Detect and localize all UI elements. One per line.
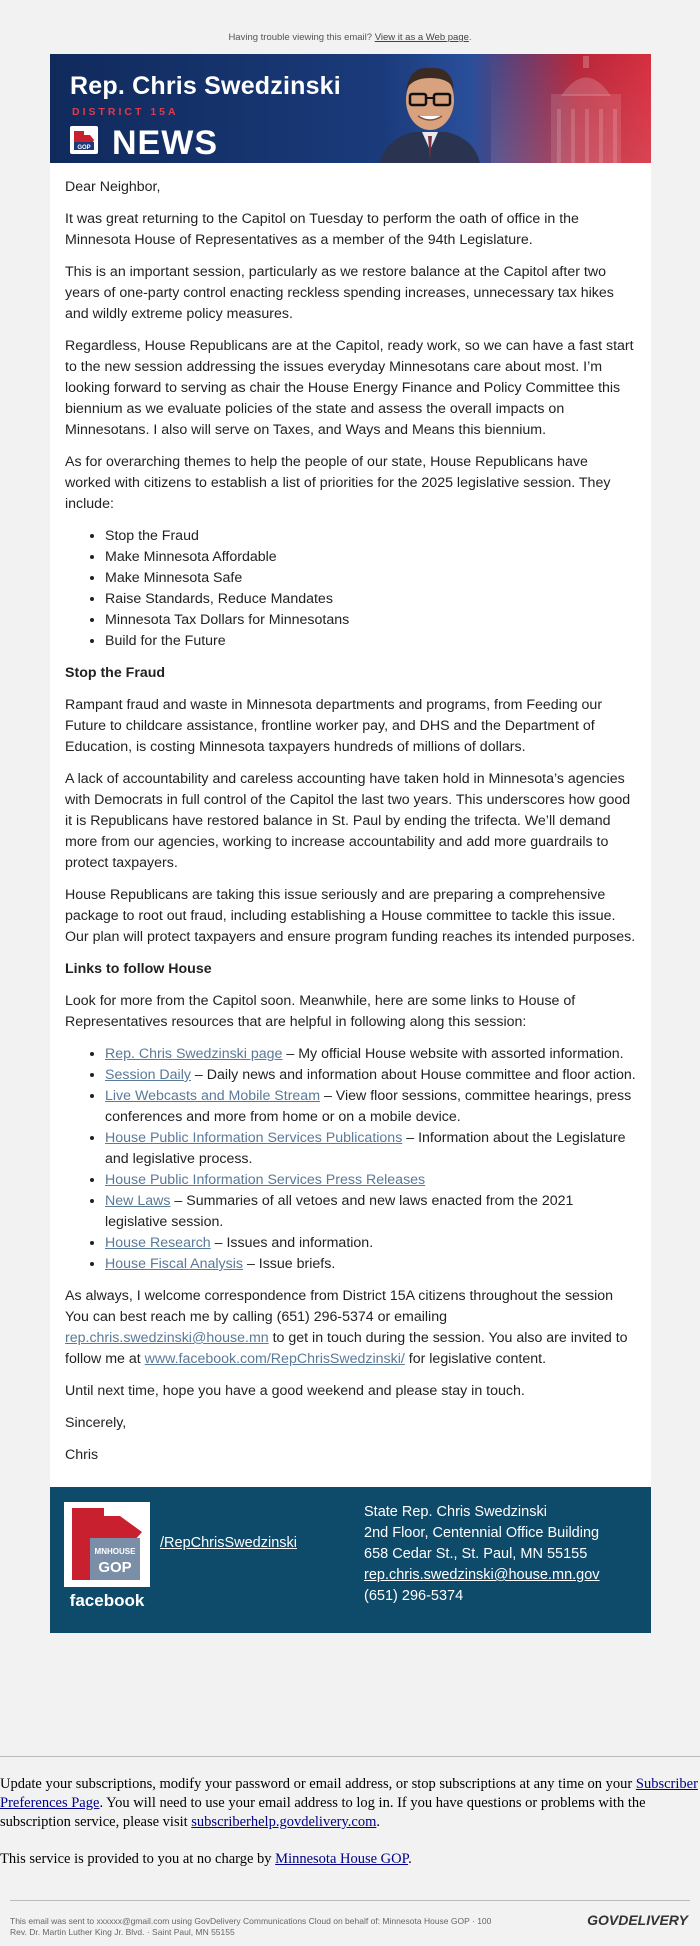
list-item (105, 1065, 636, 1086)
subscription-notice (0, 1756, 700, 1887)
link-description: – View floor sessions, committee hearings, press conferences and more from home or on a mobile device. (105, 1088, 632, 1125)
newsletter-content (50, 163, 651, 1483)
contact-phone: (651) 296-5374 (364, 1588, 464, 1604)
paragraph-closing: Until next time, hope you have a good weekend and please stay in touch. (65, 1383, 525, 1399)
contact-office: 2nd Floor, Centennial Office Building (364, 1525, 600, 1541)
paragraph-fraud-waste: Rampant fraud and waste in Minnesota departments and programs, from Feeding our Future to childcare assistance, frontline worker pay, and DHS and the Department of Education, is costing Minnesota taxpayers hundreds of millions of dollars. (65, 697, 603, 755)
contact-footer (50, 1487, 651, 1633)
paragraph-priorities-intro: As for overarching themes to help the people of our state, House Republicans have worked with citizens to establish a list of priorities for the 2025 legislative session. They include: (65, 454, 611, 512)
contact-info (364, 1502, 600, 1607)
link-description: – Issues and information. (210, 1235, 374, 1251)
link-description: – Information about the Legislature and legislative process. (105, 1130, 626, 1167)
paragraph-links-intro: Look for more from the Capitol soon. Meanwhile, here are some links to House of Representatives resources that are helpful in following along this session: (65, 993, 576, 1030)
link-session-daily[interactable]: Session Daily (105, 1067, 191, 1083)
banner-news-word: NEWS (112, 124, 218, 162)
svg-text:MNHOUSE: MNHOUSE (94, 1547, 136, 1556)
link-description: – Summaries of all vetoes and new laws enacted from the 2021 legislative session. (105, 1193, 574, 1230)
govdelivery-footer (10, 1900, 690, 1938)
link-rep-page[interactable]: Rep. Chris Swedzinski page (105, 1046, 283, 1062)
link-pis-press-releases[interactable]: House Public Information Services Press Releases (105, 1172, 426, 1188)
subscription-text: Update your subscriptions, modify your password or email address, or stop subscriptions at any time on your (0, 1776, 636, 1792)
svg-text:GOP: GOP (98, 1559, 132, 1576)
paragraph-committee: Regardless, House Republicans are at the Capitol, ready work, so we can have a fast start to the new session addressing the issues everyday Minnesotans care about most. I’m looking forward to serving as chair the House Energy Finance and Policy Committee this biennium as we evaluate policies of the state and assess the overall impacts on Minnesotans. I also will serve on Taxes, and Ways and Means this biennium. (65, 338, 634, 438)
subscription-text: . (376, 1814, 380, 1830)
list-item: • Make Minnesota Safe (105, 568, 636, 589)
paragraph-fraud-package: House Republicans are taking this issue seriously and are preparing a comprehensive package to root out fraud, including establishing a House committee to tackle this issue. Our plan will protect taxpayers and ensure program funding reaches its intended purposes. (65, 887, 636, 945)
capitol-dome-image (491, 54, 651, 163)
paragraph-session: This is an important session, particularly as we restore balance at the Capitol after two years of one-party control enacting reckless spending increases, unnecessary tax hikes and wildly extreme policy measures. (65, 264, 614, 322)
list-item: • Minnesota Tax Dollars for Minnesotans (105, 610, 636, 631)
correspondence-text: to get in touch during the session. You also are invited to follow me at (65, 1330, 628, 1367)
banner-title: Rep. Chris Swedzinski (70, 72, 341, 100)
contact-name: State Rep. Chris Swedzinski (364, 1504, 547, 1520)
resource-links-list (65, 1044, 636, 1275)
subscriber-preferences-link[interactable]: Subscriber Preferences Page (0, 1776, 698, 1811)
list-item (105, 1086, 636, 1128)
link-pis-publications[interactable]: House Public Information Services Publications (105, 1130, 403, 1146)
priorities-list (65, 526, 636, 652)
heading-stop-the-fraud: Stop the Fraud (65, 665, 166, 681)
address-line: Rev. Dr. Martin Luther King Jr. Blvd. · Saint Paul, MN 55155 (10, 1927, 235, 1937)
link-description: – My official House website with assorted information. (282, 1046, 624, 1062)
list-item: • Build for the Future (105, 631, 636, 652)
sent-to-line: This email was sent to xxxxxx@gmail.com using GovDelivery Communications Cloud on behalf of: Minnesota House GOP · 100 (10, 1916, 492, 1926)
list-item (105, 1128, 636, 1170)
link-live-webcasts[interactable]: Live Webcasts and Mobile Stream (105, 1088, 321, 1104)
subscriber-help-link[interactable]: subscriberhelp.govdelivery.com (191, 1814, 377, 1830)
paragraph-correspondence (65, 1286, 636, 1370)
paragraph-oath: It was great returning to the Capitol on Tuesday to perform the oath of office in the Minnesota House of Representatives as a member of the 94th Legislature. (65, 211, 579, 248)
list-item (105, 1233, 636, 1254)
govdelivery-logo[interactable]: GOVDELIVERY (587, 1912, 688, 1928)
email-body (50, 54, 651, 1633)
facebook-block[interactable] (64, 1502, 150, 1620)
subscription-paragraph (0, 1775, 700, 1832)
subscription-text: . You will need to use your email address to log in. If you have questions or problems with the subscription service, please visit (0, 1795, 646, 1830)
list-item (105, 1254, 636, 1275)
link-house-research[interactable]: House Research (105, 1235, 211, 1251)
list-item (105, 1044, 636, 1065)
list-item (105, 1191, 636, 1233)
view-as-webpage-link[interactable]: View it as a Web page (374, 32, 469, 43)
signoff: Sincerely, (65, 1415, 127, 1431)
service-provider-paragraph (0, 1850, 700, 1869)
banner-district: DISTRICT 15A (72, 106, 179, 118)
correspondence-text: for legislative content. (404, 1351, 547, 1367)
minnesota-house-gop-link[interactable]: Minnesota House GOP (275, 1851, 409, 1867)
svg-text:GOP: GOP (77, 145, 91, 151)
email-link[interactable]: rep.chris.swedzinski@house.mn (65, 1330, 269, 1346)
contact-address: 658 Cedar St., St. Paul, MN 55155 (364, 1546, 588, 1562)
signature: Chris (65, 1447, 99, 1463)
greeting: Dear Neighbor, (65, 179, 161, 195)
provider-text: . (408, 1851, 412, 1867)
provider-text: This service is provided to you at no charge by (0, 1851, 276, 1867)
link-description: – Daily news and information about House committee and floor action. (190, 1067, 636, 1083)
trouble-viewing-suffix: . (468, 32, 472, 43)
paragraph-accountability: A lack of accountability and careless accounting have taken hold in Minnesota’s agencies with Democrats in full control of the Capitol the last two years. This underscores how good it is Republicans have restored balance in St. Paul by ending the trifecta. We’ll demand more from our agencies, working to increase accountability and add more guardrails to protect taxpayers. (65, 771, 631, 871)
link-fiscal-analysis[interactable]: House Fiscal Analysis (105, 1256, 243, 1272)
list-item: • Raise Standards, Reduce Mandates (105, 589, 636, 610)
trouble-viewing-text: Having trouble viewing this email? (228, 32, 375, 43)
minnesota-map-icon (64, 1502, 150, 1587)
facebook-link[interactable]: www.facebook.com/RepChrisSwedzinski/ (144, 1351, 405, 1367)
newsletter-banner (50, 54, 651, 163)
facebook-wordmark: facebook (69, 1591, 145, 1610)
link-description: – Issue briefs. (243, 1256, 336, 1272)
contact-email-link[interactable]: rep.chris.swedzinski@house.mn.gov (364, 1567, 600, 1583)
facebook-handle-link[interactable]: /RepChrisSwedzinski (160, 1535, 297, 1551)
list-item: • Make Minnesota Affordable (105, 547, 636, 568)
representative-portrait (366, 60, 494, 163)
heading-links: Links to follow House (65, 961, 212, 977)
correspondence-text: As always, I welcome correspondence from District 15A citizens throughout the session You can best reach me by calling (651) 296-5374 or emailing (65, 1288, 614, 1325)
list-item (105, 1170, 636, 1191)
link-new-laws[interactable]: New Laws (105, 1193, 171, 1209)
mn-house-gop-logo-icon (70, 126, 98, 154)
list-item: • Stop the Fraud (105, 526, 636, 547)
view-as-webpage-bar (0, 0, 700, 54)
